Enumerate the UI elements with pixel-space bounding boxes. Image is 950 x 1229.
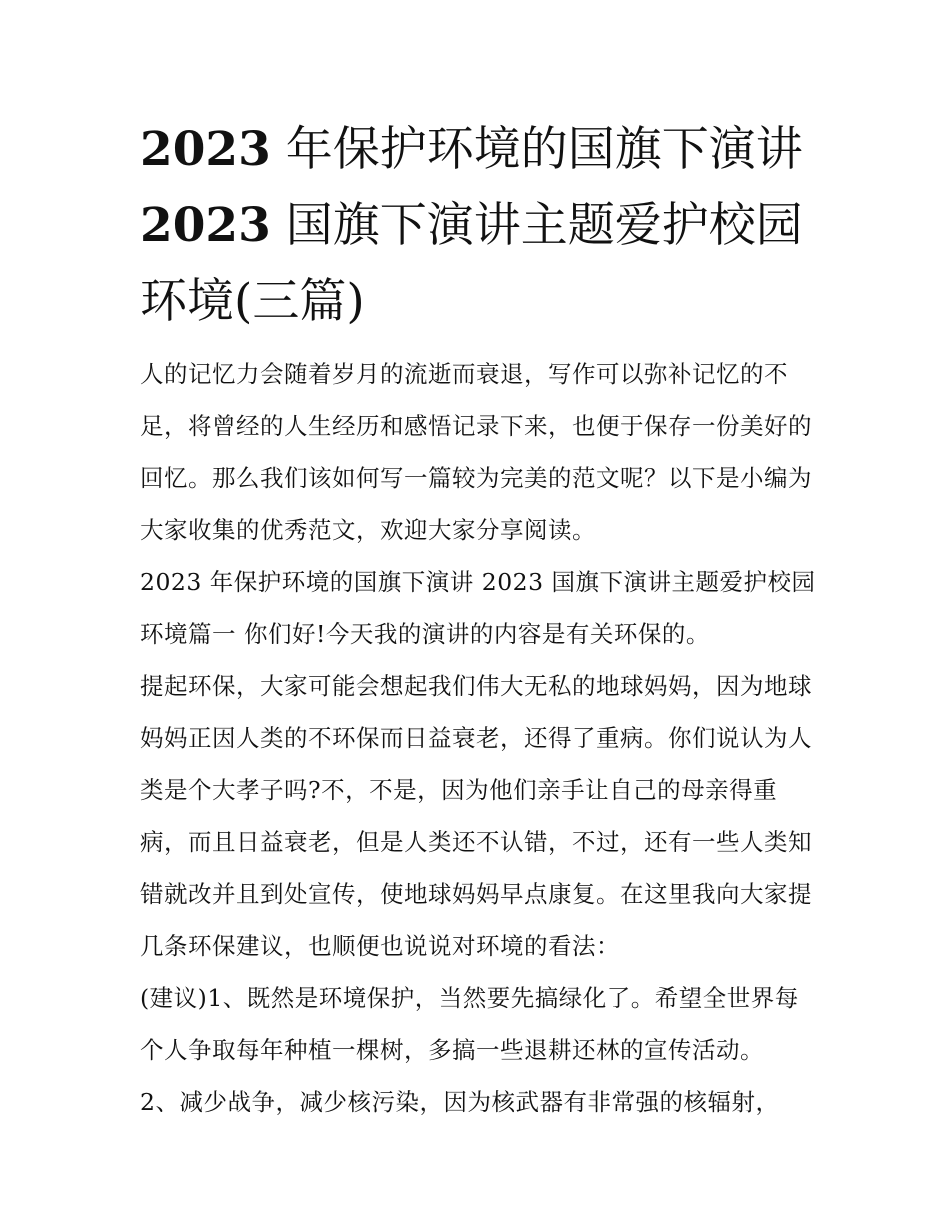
title-line-3 [140,264,820,340]
title-line-1 [140,112,820,188]
title-year: 2023 [140,122,271,177]
title-text: 国旗下演讲主题爱护校园 [270,198,803,253]
paragraph-heading: 2023 年保护环境的国旗下演讲 2023 国旗下演讲主题爱护校园环境篇一 你们好!今天我的演讲的内容是有关环保的。 [140,568,816,648]
title-text: 年保护环境的国旗下演讲 [270,122,803,177]
paragraph-suggestion-1: (建议)1、既然是环境保护，当然要先搞绿化了。希望全世界每个人争取每年种植一棵树，多搞一些退耕还林的宣传活动。 [140,984,799,1064]
document-page [140,112,820,1128]
paragraph-intro: 人的记忆力会随着岁月的流逝而衰退，写作可以弥补记忆的不足，将曾经的人生经历和感悟记录下来，也便于保存一份美好的回忆。那么我们该如何写一篇较为完美的范文呢？以下是小编为大家收集的优秀范文，欢迎大家分享阅读。 [140,360,812,544]
paragraph-suggestion-2: 2、减少战争，减少核污染，因为核武器有非常强的核辐射， [140,1088,780,1116]
title-year: 2023 [140,198,271,253]
document-title [140,112,820,340]
paragraph-environment: 提起环保，大家可能会想起我们伟大无私的地球妈妈，因为地球妈妈正因人类的不环保而日益衰老，还得了重病。你们说认为人类是个大孝子吗?不，不是，因为他们亲手让自己的母亲得重病，而且日益衰老，但是人类还不认错，不过，还有一些人类知错就改并且到处宣传，使地球妈妈早点康复。在这里我向大家提几条环保建议，也顺便也说说对环境的看法： [140,672,812,960]
document-body [140,348,820,1128]
title-text: 环境(三篇) [140,274,365,329]
title-line-2 [140,188,820,264]
